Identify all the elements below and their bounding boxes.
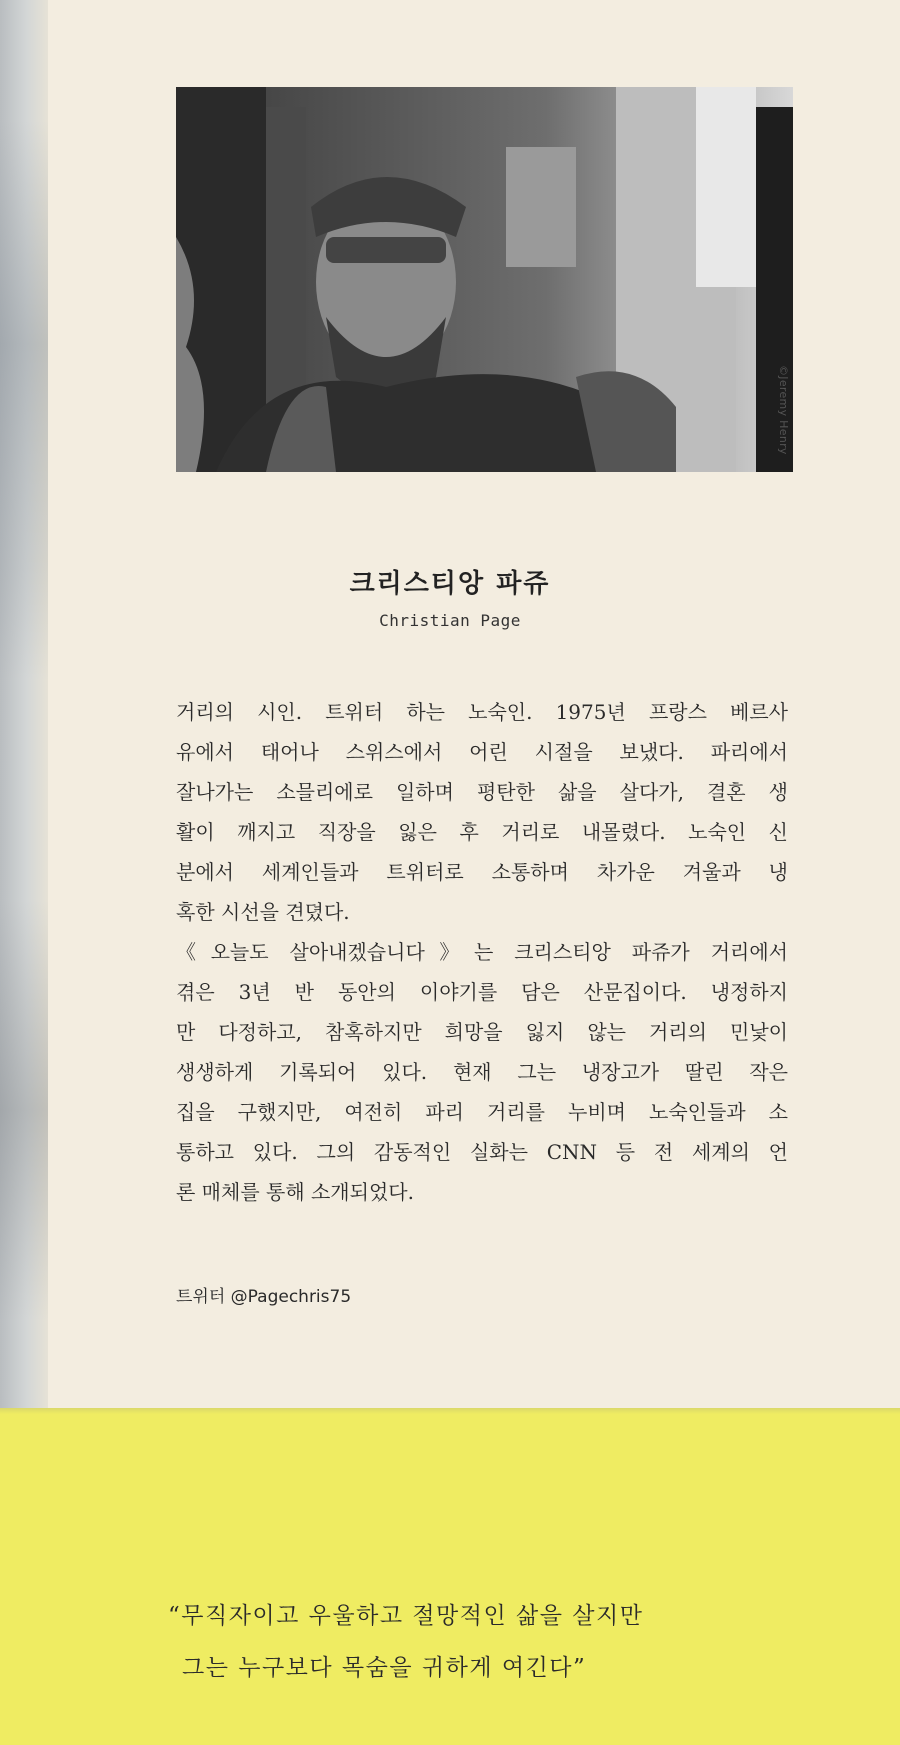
bio-line: 혹한 시선을 견뎠다.	[176, 900, 350, 924]
author-photo-image	[176, 87, 793, 472]
bio-line: 유에서 태어나 스위스에서 어린 시절을 보냈다. 파리에서	[176, 740, 788, 764]
bio-line: 생생하게 기록되어 있다. 현재 그는 냉장고가 딸린 작은	[176, 1060, 788, 1084]
author-name-english: Christian Page	[379, 611, 521, 630]
bio-line: 잘나가는 소믈리에로 일하며 평탄한 삶을 살다가, 결혼 생	[176, 780, 788, 804]
author-biography	[176, 692, 788, 1212]
quote-line-2: 그는 누구보다 목숨을 귀하게 여긴다”	[182, 1655, 587, 1681]
bio-line: 론 매체를 통해 소개되었다.	[176, 1180, 414, 1204]
author-photo	[176, 87, 793, 472]
photo-credit: ©Jeremy Henry	[777, 365, 790, 455]
pull-quote	[168, 1590, 643, 1694]
bio-line: 집을 구했지만, 여전히 파리 거리를 누비며 노숙인들과 소	[176, 1100, 788, 1124]
yellow-quote-band	[0, 1408, 900, 1745]
quote-line-1: “무직자이고 우울하고 절망적인 삶을 살지만	[168, 1603, 644, 1629]
twitter-handle: 트위터 @Pagechris75	[176, 1287, 352, 1307]
inner-flap-edge	[0, 0, 48, 1408]
bio-line: 만 다정하고, 참혹하지만 희망을 잃지 않는 거리의 민낯이	[176, 1020, 788, 1044]
bio-line: 거리의 시인. 트위터 하는 노숙인. 1975년 프랑스 베르사	[176, 700, 788, 724]
bio-line: 겪은 3년 반 동안의 이야기를 담은 산문집이다. 냉정하지	[176, 980, 788, 1004]
bio-line: 《오늘도 살아내겠습니다》는 크리스티앙 파쥬가 거리에서	[176, 940, 788, 964]
bio-line: 분에서 세계인들과 트위터로 소통하며 차가운 겨울과 냉	[176, 860, 788, 884]
bio-line: 활이 깨지고 직장을 잃은 후 거리로 내몰렸다. 노숙인 신	[176, 820, 788, 844]
author-name-korean: 크리스티앙 파쥬	[349, 569, 551, 599]
bio-line: 통하고 있다. 그의 감동적인 실화는 CNN 등 전 세계의 언	[176, 1140, 788, 1164]
